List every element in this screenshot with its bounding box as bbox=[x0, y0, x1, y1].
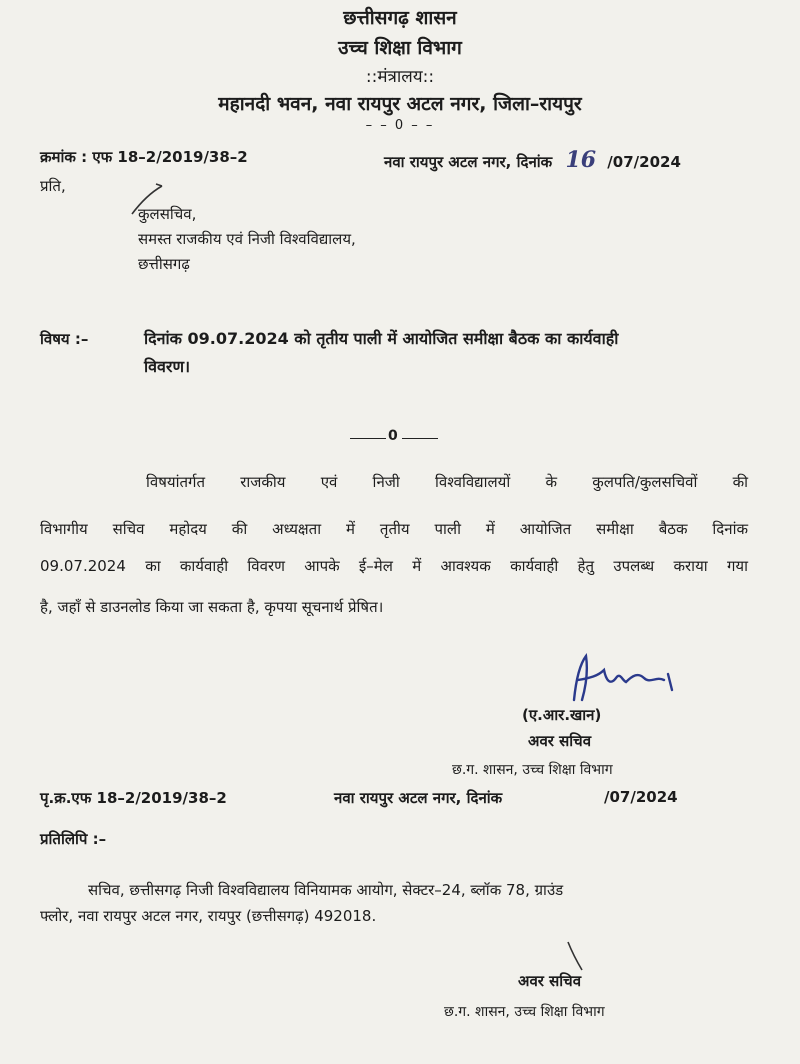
endorsement-place-date-prefix: नवा रायपुर अटल नगर, दिनांक bbox=[334, 789, 503, 807]
subject-line1: दिनांक 09.07.2024 को तृतीय पाली में आयोजित समीक्षा बैठक का कार्यवाही bbox=[144, 329, 619, 348]
body-line3: 09.07.2024 का कार्यवाही विवरण आपके ई–मेल में आवश्यक कार्यवाही हेतु उपलब्ध कराया गया bbox=[40, 557, 748, 575]
signature2-office: छ.ग. शासन, उच्च शिक्षा विभाग bbox=[444, 1004, 605, 1020]
reference-place-date-prefix: नवा रायपुर अटल नगर, दिनांक bbox=[384, 153, 553, 171]
subject-label: विषय :– bbox=[40, 330, 89, 348]
copy-label: प्रतिलिपि :– bbox=[40, 830, 107, 848]
signature1-name: (ए.आर.खान) bbox=[522, 706, 602, 724]
endorsement-date-suffix: /07/2024 bbox=[604, 788, 678, 806]
divider-right-rule bbox=[402, 438, 438, 439]
body-line1: विषयांतर्गत राजकीय एवं निजी विश्वविद्यालयों के कुलपति/कुलसचिवों की bbox=[146, 473, 748, 491]
copy-line1: सचिव, छत्तीसगढ़ निजी विश्वविद्यालय विनियामक आयोग, सेक्टर–24, ब्लॉक 78, ग्राउंड bbox=[88, 881, 564, 899]
header-office: ::मंत्रालय:: bbox=[365, 67, 435, 87]
handwritten-tick-mark-2 bbox=[560, 938, 590, 974]
reference-date-suffix: /07/2024 bbox=[607, 153, 681, 171]
header-department: उच्च शिक्षा विभाग bbox=[338, 37, 462, 59]
divider-mark: 0 bbox=[388, 428, 398, 444]
signature1-designation: अवर सचिव bbox=[528, 732, 592, 750]
reference-place-date bbox=[384, 147, 681, 173]
recipient-to-label: प्रति, bbox=[40, 177, 66, 195]
recipient-line1: कुलसचिव, bbox=[138, 205, 197, 223]
copy-line2: फ्लोर, नवा रायपुर अटल नगर, रायपुर (छत्तीसगढ़) 492018. bbox=[40, 907, 377, 925]
endorsement-number: पृ.क्र.एफ 18–2/2019/38–2 bbox=[40, 789, 227, 807]
header-address: महानदी भवन, नवा रायपुर अटल नगर, जिला–रायपुर bbox=[218, 93, 582, 115]
header-government: छत्तीसगढ़ शासन bbox=[343, 7, 457, 29]
divider-left-rule bbox=[350, 438, 386, 439]
recipient-line2: समस्त राजकीय एवं निजी विश्वविद्यालय, bbox=[138, 230, 356, 248]
body-line4: है, जहाँ से डाउनलोड किया जा सकता है, कृपया सूचनार्थ प्रेषित। bbox=[40, 598, 384, 616]
signature-handwriting bbox=[560, 650, 680, 710]
signature1-office: छ.ग. शासन, उच्च शिक्षा विभाग bbox=[452, 762, 613, 778]
body-line2: विभागीय सचिव महोदय की अध्यक्षता में तृतीय पाली में आयोजित समीक्षा बैठक दिनांक bbox=[40, 520, 748, 538]
signature2-designation: अवर सचिव bbox=[518, 972, 582, 990]
subject-line2: विवरण। bbox=[144, 357, 191, 376]
reference-number: क्रमांक : एफ 18–2/2019/38–2 bbox=[40, 148, 248, 166]
header-separator: – – 0 – – bbox=[365, 118, 435, 133]
recipient-line3: छत्तीसगढ़ bbox=[138, 255, 190, 273]
handwritten-day: 16 bbox=[565, 147, 597, 173]
